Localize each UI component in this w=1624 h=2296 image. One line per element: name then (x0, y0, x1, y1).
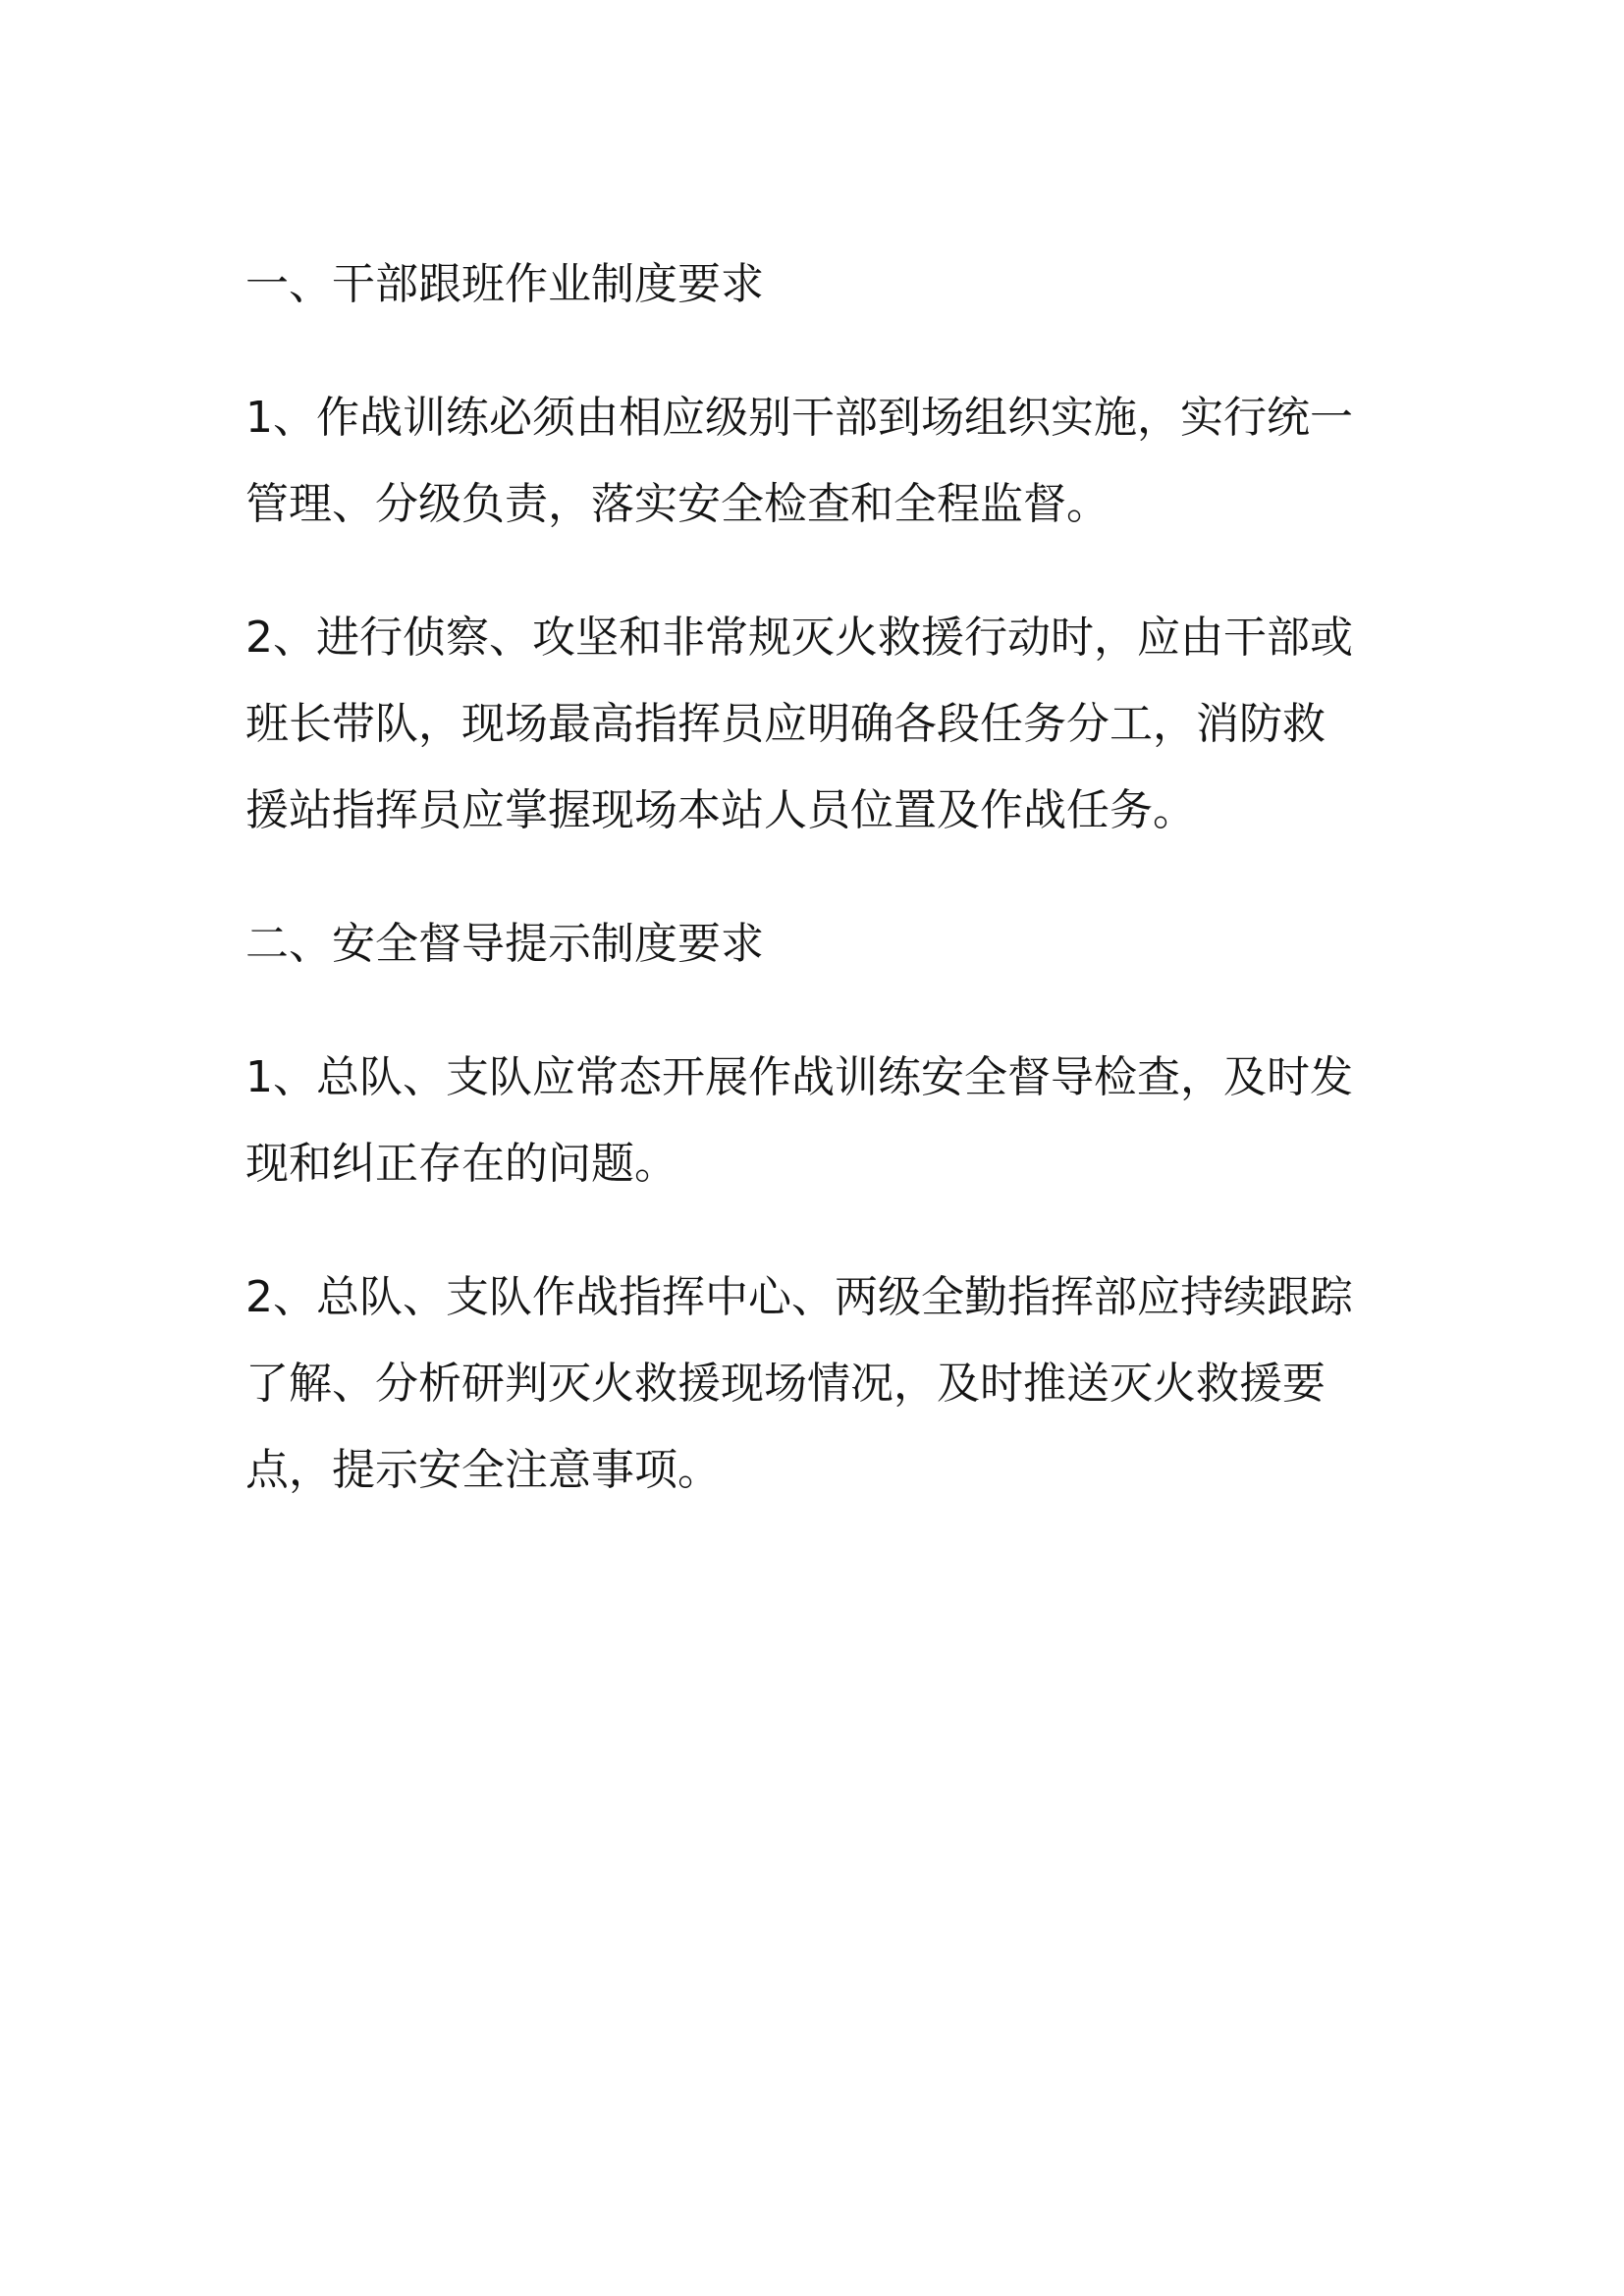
paragraph-line: 管理、分级负责，落实安全检查和全程监督。 (245, 479, 1110, 529)
section-1-paragraph-2 (245, 595, 1384, 854)
paragraph-line: 2、进行侦察、攻坚和非常规灭火救援行动时，应由干部或 (245, 613, 1353, 663)
paragraph-line: 现和纠正存在的问题。 (245, 1139, 677, 1189)
paragraph-line: 了解、分析研判灭火救援现场情况，及时推送灭火救援要 (245, 1359, 1326, 1409)
section-2-paragraph-2 (245, 1255, 1384, 1514)
paragraph-line: 班长带队，现场最高指挥员应明确各段任务分工，消防救 (245, 699, 1326, 749)
section-2-paragraph-1 (245, 1035, 1384, 1207)
paragraph-line: 1、总队、支队应常态开展作战训练安全督导检查，及时发 (245, 1052, 1353, 1102)
paragraph-line: 点，提示安全注意事项。 (245, 1445, 721, 1495)
section-heading-1: 一、干部跟班作业制度要求 (245, 259, 764, 309)
section-1-paragraph-1 (245, 375, 1384, 548)
section-heading-2: 二、安全督导提示制度要求 (245, 919, 764, 969)
paragraph-line: 1、作战训练必须由相应级别干部到场组织实施，实行统一 (245, 393, 1353, 443)
paragraph-line: 2、总队、支队作战指挥中心、两级全勤指挥部应持续跟踪 (245, 1272, 1353, 1322)
document-body (245, 241, 1384, 1561)
paragraph-line: 援站指挥员应掌握现场本站人员位置及作战任务。 (245, 785, 1196, 835)
